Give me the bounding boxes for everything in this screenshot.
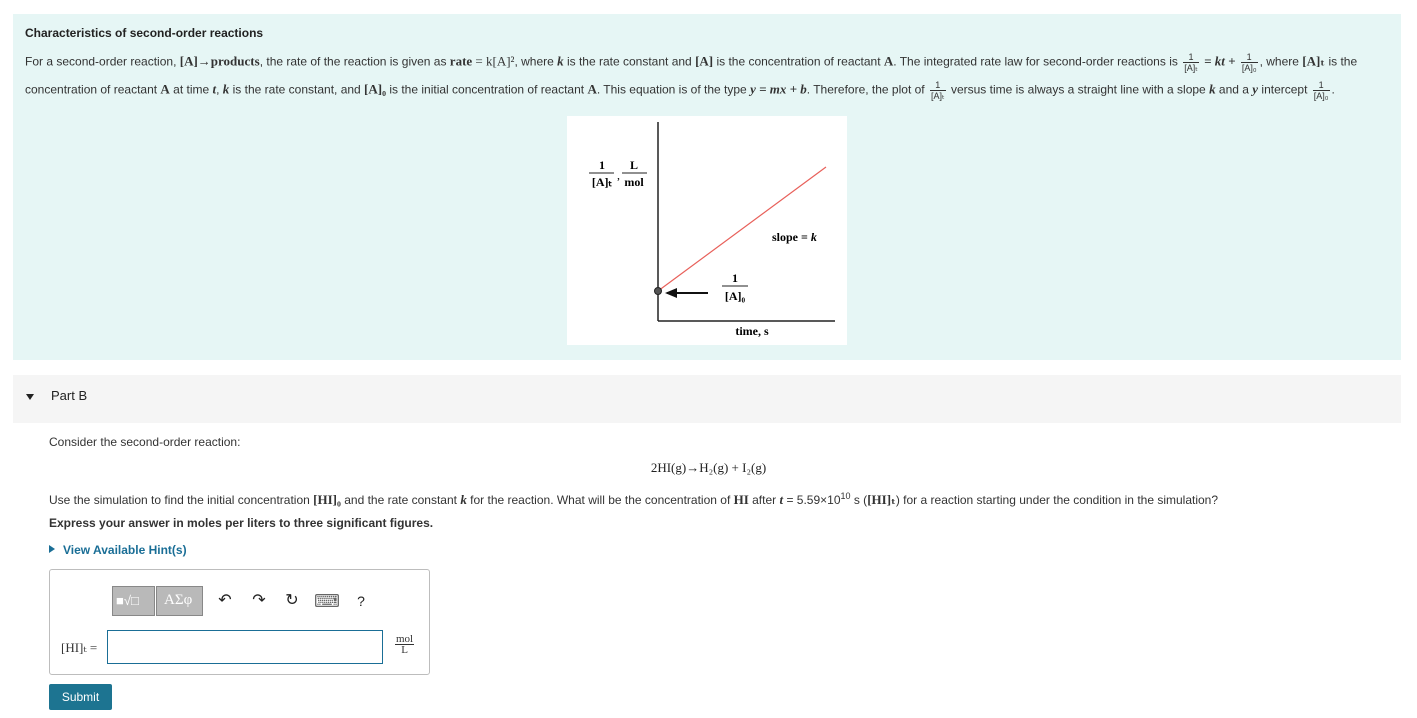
redo-icon[interactable]: ↷: [252, 592, 266, 609]
ylabel-den-2: mol: [624, 175, 644, 189]
greek-symbols-button[interactable]: [156, 586, 203, 616]
fraction: $\frac{1}{\text{[A]₀}}$: [1313, 80, 1329, 101]
templates-icon: ■√□: [116, 593, 139, 608]
fraction: $\frac{1}{\text{[A]ₜ}}$: [930, 80, 945, 101]
answer-instruction: Express your answer in moles per liters to three significant figures.: [49, 516, 434, 530]
help-icon[interactable]: ?: [357, 593, 365, 609]
question-text: Use the simulation to find the initial concentration [HI]₀ and the rate constant k for the reaction. What will be the concentration of HI after $t = 5.59\times 10^{10}$ s ([HI]ₜ) for a reaction starting under the condition in the simulation?: [49, 491, 1219, 507]
intercept-den: [A]₀: [724, 289, 746, 303]
reset-icon[interactable]: ↻: [285, 592, 299, 609]
ylabel-num-2: L: [629, 158, 639, 172]
intro-paragraph-line-1: For a second-order reaction, [A]→products, the rate of the reaction is given as rate = k[A]², where k is the rate constant and [A] is the concentration of reactant A. The integrated rate law for second-order reactions is $\frac{1}{\text{[A]ₜ}}$ = kt + $\frac{1}{\text{[A]₀}}$ , where [A]ₜ is the: [25, 52, 1358, 73]
answer-input[interactable]: [107, 630, 383, 664]
fraction: $\frac{1}{\text{[A]ₜ}}$: [1184, 52, 1198, 73]
ylabel-den-1: [A]ₜ: [591, 175, 613, 189]
undo-icon[interactable]: ↶: [218, 592, 232, 609]
intro-paragraph-line-2: concentration of reactant A at time t, k is the rate constant, and [A]₀ is the initial concentration of reactant A. This equation is of the type y = mx + b. Therefore, the plot of $\frac{1}{\text{[A]ₜ}}$ versus time is always a straight line with a slope k and a y intercept $\frac{1}{\text{[A]₀}}$ .: [25, 80, 1335, 101]
greek-icon: AΣφ: [164, 592, 193, 608]
answer-box: [49, 569, 430, 675]
second-order-plot: [567, 116, 847, 345]
view-hints-link[interactable]: View Available Hint(s): [49, 543, 187, 557]
unit-fraction: mol L: [396, 633, 414, 656]
intercept-point: [655, 288, 662, 295]
answer-label: [HI]ₜ =: [61, 640, 98, 655]
intercept-num: 1: [732, 271, 738, 285]
templates-button[interactable]: [112, 586, 155, 616]
plot-svg: [567, 116, 847, 345]
intro-panel: [13, 14, 1401, 360]
ylabel-num-1: 1: [599, 158, 605, 172]
part-label: Part B: [51, 388, 88, 403]
intro-title: Characteristics of second-order reactions: [25, 26, 264, 40]
svg-text:,: ,: [617, 168, 620, 182]
reaction-equation: 2HI(g)→H₂(g) + I₂(g): [650, 460, 767, 475]
x-axis-label: time, s: [735, 324, 769, 338]
submit-button[interactable]: Submit: [49, 684, 112, 710]
arrow-head: [665, 288, 677, 298]
consider-text: Consider the second-order reaction:: [49, 435, 241, 449]
fraction: $\frac{1}{\text{[A]₀}}$: [1241, 52, 1257, 73]
slope-label: slope = k: [772, 230, 817, 244]
expand-triangle-icon: [49, 545, 55, 553]
keyboard-icon[interactable]: ⌨: [314, 591, 340, 611]
part-b-header[interactable]: [13, 375, 1401, 423]
collapse-caret-icon[interactable]: [26, 394, 34, 400]
plot-line: [658, 167, 826, 291]
